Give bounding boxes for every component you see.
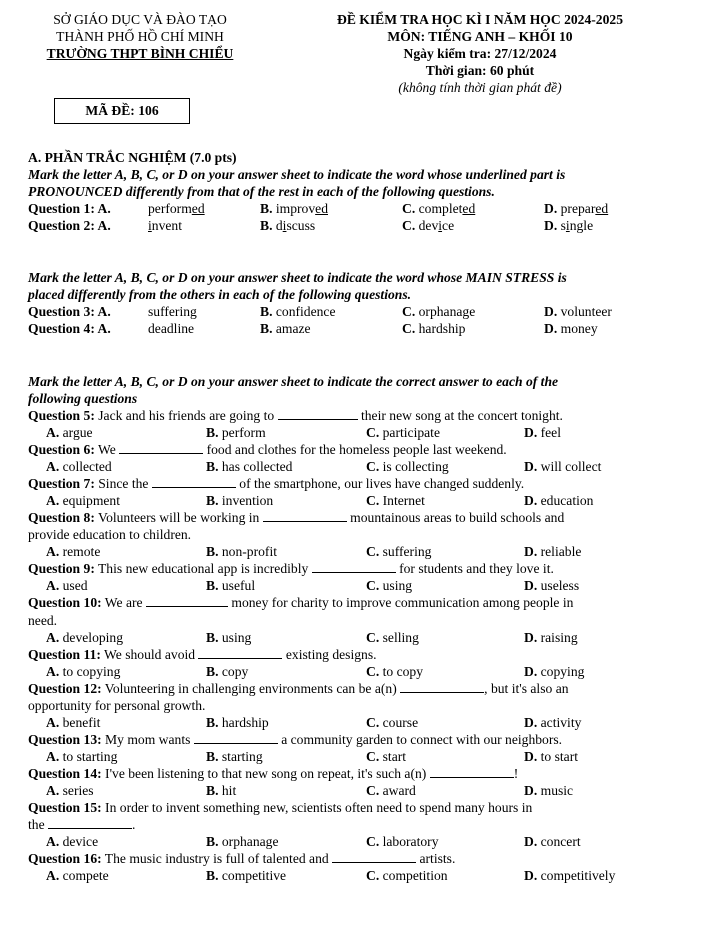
exam-date: Ngày kiểm tra: 27/12/2024 [403,46,557,61]
option-c[interactable]: C. participate [366,424,440,440]
option-a[interactable]: A. series [46,783,94,799]
option-a[interactable]: A. equipment [46,493,121,509]
question-stem: Question 12: Volunteering in challenging environments can be a(n) , but it's also an [28,680,569,696]
option-c[interactable]: C. using [366,578,413,594]
option-b[interactable]: B. improved [260,200,328,216]
dept-name: SỞ GIÁO DỤC VÀ ĐÀO TẠO [53,12,227,27]
exam-title: ĐỀ KIỂM TRA HỌC KÌ I NĂM HỌC 2024-2025 [337,12,623,27]
option-a[interactable]: A. compete [46,868,109,884]
option-a[interactable]: A. collected [46,458,112,474]
option-a[interactable]: suffering [148,304,197,320]
answer-blank[interactable] [312,561,396,573]
option-d[interactable]: D. single [544,217,594,233]
question-stem: Question 14: I've been listening to that new song on repeat, it's such a(n) ! [28,766,519,782]
question-stem-continued: opportunity for personal growth. [28,697,206,713]
option-c[interactable]: C. to copy [366,663,424,679]
subject: MÔN: TIẾNG ANH – KHỐI 10 [387,29,573,44]
option-c[interactable]: C. award [366,783,416,799]
question-stem: Question 13: My mom wants a community garden to connect with our neighbors. [28,731,563,747]
duration-note: (không tính thời gian phát đề) [398,80,562,95]
instruction-3-line2: following questions [28,390,138,406]
answer-blank[interactable] [278,408,358,420]
option-a[interactable]: A. remote [46,544,101,560]
question-stem: Question 7: Since the of the smartphone, our lives have changed suddenly. [28,476,525,492]
option-c[interactable]: C. orphanage [402,304,476,320]
option-b[interactable]: B. hardship [206,714,269,730]
option-c[interactable]: C. is collecting [366,458,449,474]
option-b[interactable]: B. starting [206,748,263,764]
option-b[interactable]: B. amaze [260,321,311,337]
question-label: Question 4: A. [28,321,111,337]
question-stem: Question 9: This new educational app is incredibly for students and they love it. [28,561,554,577]
option-b[interactable]: B. copy [206,663,249,679]
option-b[interactable]: B. discuss [260,217,316,233]
option-c[interactable]: C. course [366,714,419,730]
answer-blank[interactable] [400,681,484,693]
option-b[interactable]: B. invention [206,493,274,509]
option-d[interactable]: D. to start [524,748,579,764]
option-d[interactable]: D. education [524,493,594,509]
question-stem: Question 10: We are money for charity to improve communication among people in [28,595,574,611]
option-d[interactable]: D. activity [524,714,582,730]
duration: Thời gian: 60 phút [425,63,535,78]
option-a[interactable]: A. used [46,578,88,594]
option-d[interactable]: D. reliable [524,544,582,560]
question-stem: Question 5: Jack and his friends are going to their new song at the concert tonight. [28,407,563,423]
instruction-2-line1: Mark the letter A, B, C, or D on your answer sheet to indicate the word whose MAIN STRESS is [28,270,567,286]
question-stem-continued: the . [28,817,136,833]
option-b[interactable]: B. orphanage [206,834,279,850]
option-d[interactable]: D. competitively [524,868,616,884]
option-c[interactable]: C. completed [402,200,476,216]
option-c[interactable]: C. selling [366,629,419,645]
question-stem: Question 8: Volunteers will be working in mountainous areas to build schools and [28,510,565,526]
option-b[interactable]: B. perform [206,424,266,440]
instruction-3-line1: Mark the letter A, B, C, or D on your answer sheet to indicate the correct answer to each of the [28,373,559,389]
question-stem-continued: need. [28,612,58,628]
option-c[interactable]: C. suffering [366,544,432,560]
option-b[interactable]: B. using [206,629,252,645]
answer-blank[interactable] [194,732,278,744]
option-d[interactable]: D. useless [524,578,580,594]
option-c[interactable]: C. device [402,217,455,233]
option-d[interactable]: D. raising [524,629,578,645]
option-a[interactable]: invent [148,217,182,233]
option-c[interactable]: C. start [366,748,407,764]
answer-blank[interactable] [198,647,282,659]
question-label: Question 1: A. [28,200,111,216]
question-label: Question 3: A. [28,304,111,320]
question-label: Question 2: A. [28,217,111,233]
section-title: A. PHẦN TRẮC NGHIỆM (7.0 pts) [28,149,237,165]
option-a[interactable]: A. to starting [46,748,118,764]
option-a[interactable]: A. to copying [46,663,121,679]
answer-blank[interactable] [152,476,236,488]
option-d[interactable]: D. concert [524,834,581,850]
answer-blank[interactable] [48,817,132,829]
answer-blank[interactable] [263,510,347,522]
question-stem-continued: provide education to children. [28,527,192,543]
option-a[interactable]: A. developing [46,629,124,645]
option-d[interactable]: D. volunteer [544,304,612,320]
instruction-1-line1: Mark the letter A, B, C, or D on your answer sheet to indicate the word whose underlined part is [28,166,566,182]
option-d[interactable]: D. music [524,783,574,799]
option-b[interactable]: B. has collected [206,458,293,474]
instruction-1-line2: PRONOUNCED differently from that of the rest in each of the following questions. [28,183,495,199]
answer-blank[interactable] [430,766,514,778]
option-a[interactable]: performed [148,200,205,216]
option-b[interactable]: B. competitive [206,868,287,884]
option-d[interactable]: D. copying [524,663,585,679]
question-stem: Question 11: We should avoid existing designs. [28,646,377,662]
school-name: TRƯỜNG THPT BÌNH CHIỂU [46,46,234,61]
question-stem: Question 15: In order to invent something new, scientists often need to spend many hours in [28,800,533,816]
option-a[interactable]: A. benefit [46,714,101,730]
option-b[interactable]: B. useful [206,578,256,594]
answer-blank[interactable] [146,595,228,607]
option-c[interactable]: C. hardship [402,321,466,337]
option-d[interactable]: D. feel [524,424,561,440]
answer-blank[interactable] [119,442,203,454]
option-b[interactable]: B. hit [206,783,237,799]
option-d[interactable]: D. money [544,321,598,337]
option-b[interactable]: B. confidence [260,304,336,320]
instruction-2-line2: placed differently from the others in each of the following questions. [28,287,412,303]
option-d[interactable]: D. will collect [524,458,602,474]
answer-blank[interactable] [332,851,416,863]
exam-code-box: MÃ ĐỀ: 106 [54,98,190,124]
question-stem: Question 16: The music industry is full of talented and artists. [28,851,456,867]
option-a[interactable]: A. argue [46,424,93,440]
option-c[interactable]: C. Internet [366,493,425,509]
city-name: THÀNH PHỐ HỒ CHÍ MINH [56,29,224,44]
option-c[interactable]: C. laboratory [366,834,439,850]
option-a[interactable]: deadline [148,321,195,337]
option-a[interactable]: A. device [46,834,99,850]
option-b[interactable]: B. non-profit [206,544,277,560]
option-d[interactable]: D. prepared [544,200,609,216]
question-stem: Question 6: We food and clothes for the homeless people last weekend. [28,441,507,457]
option-c[interactable]: C. competition [366,868,448,884]
